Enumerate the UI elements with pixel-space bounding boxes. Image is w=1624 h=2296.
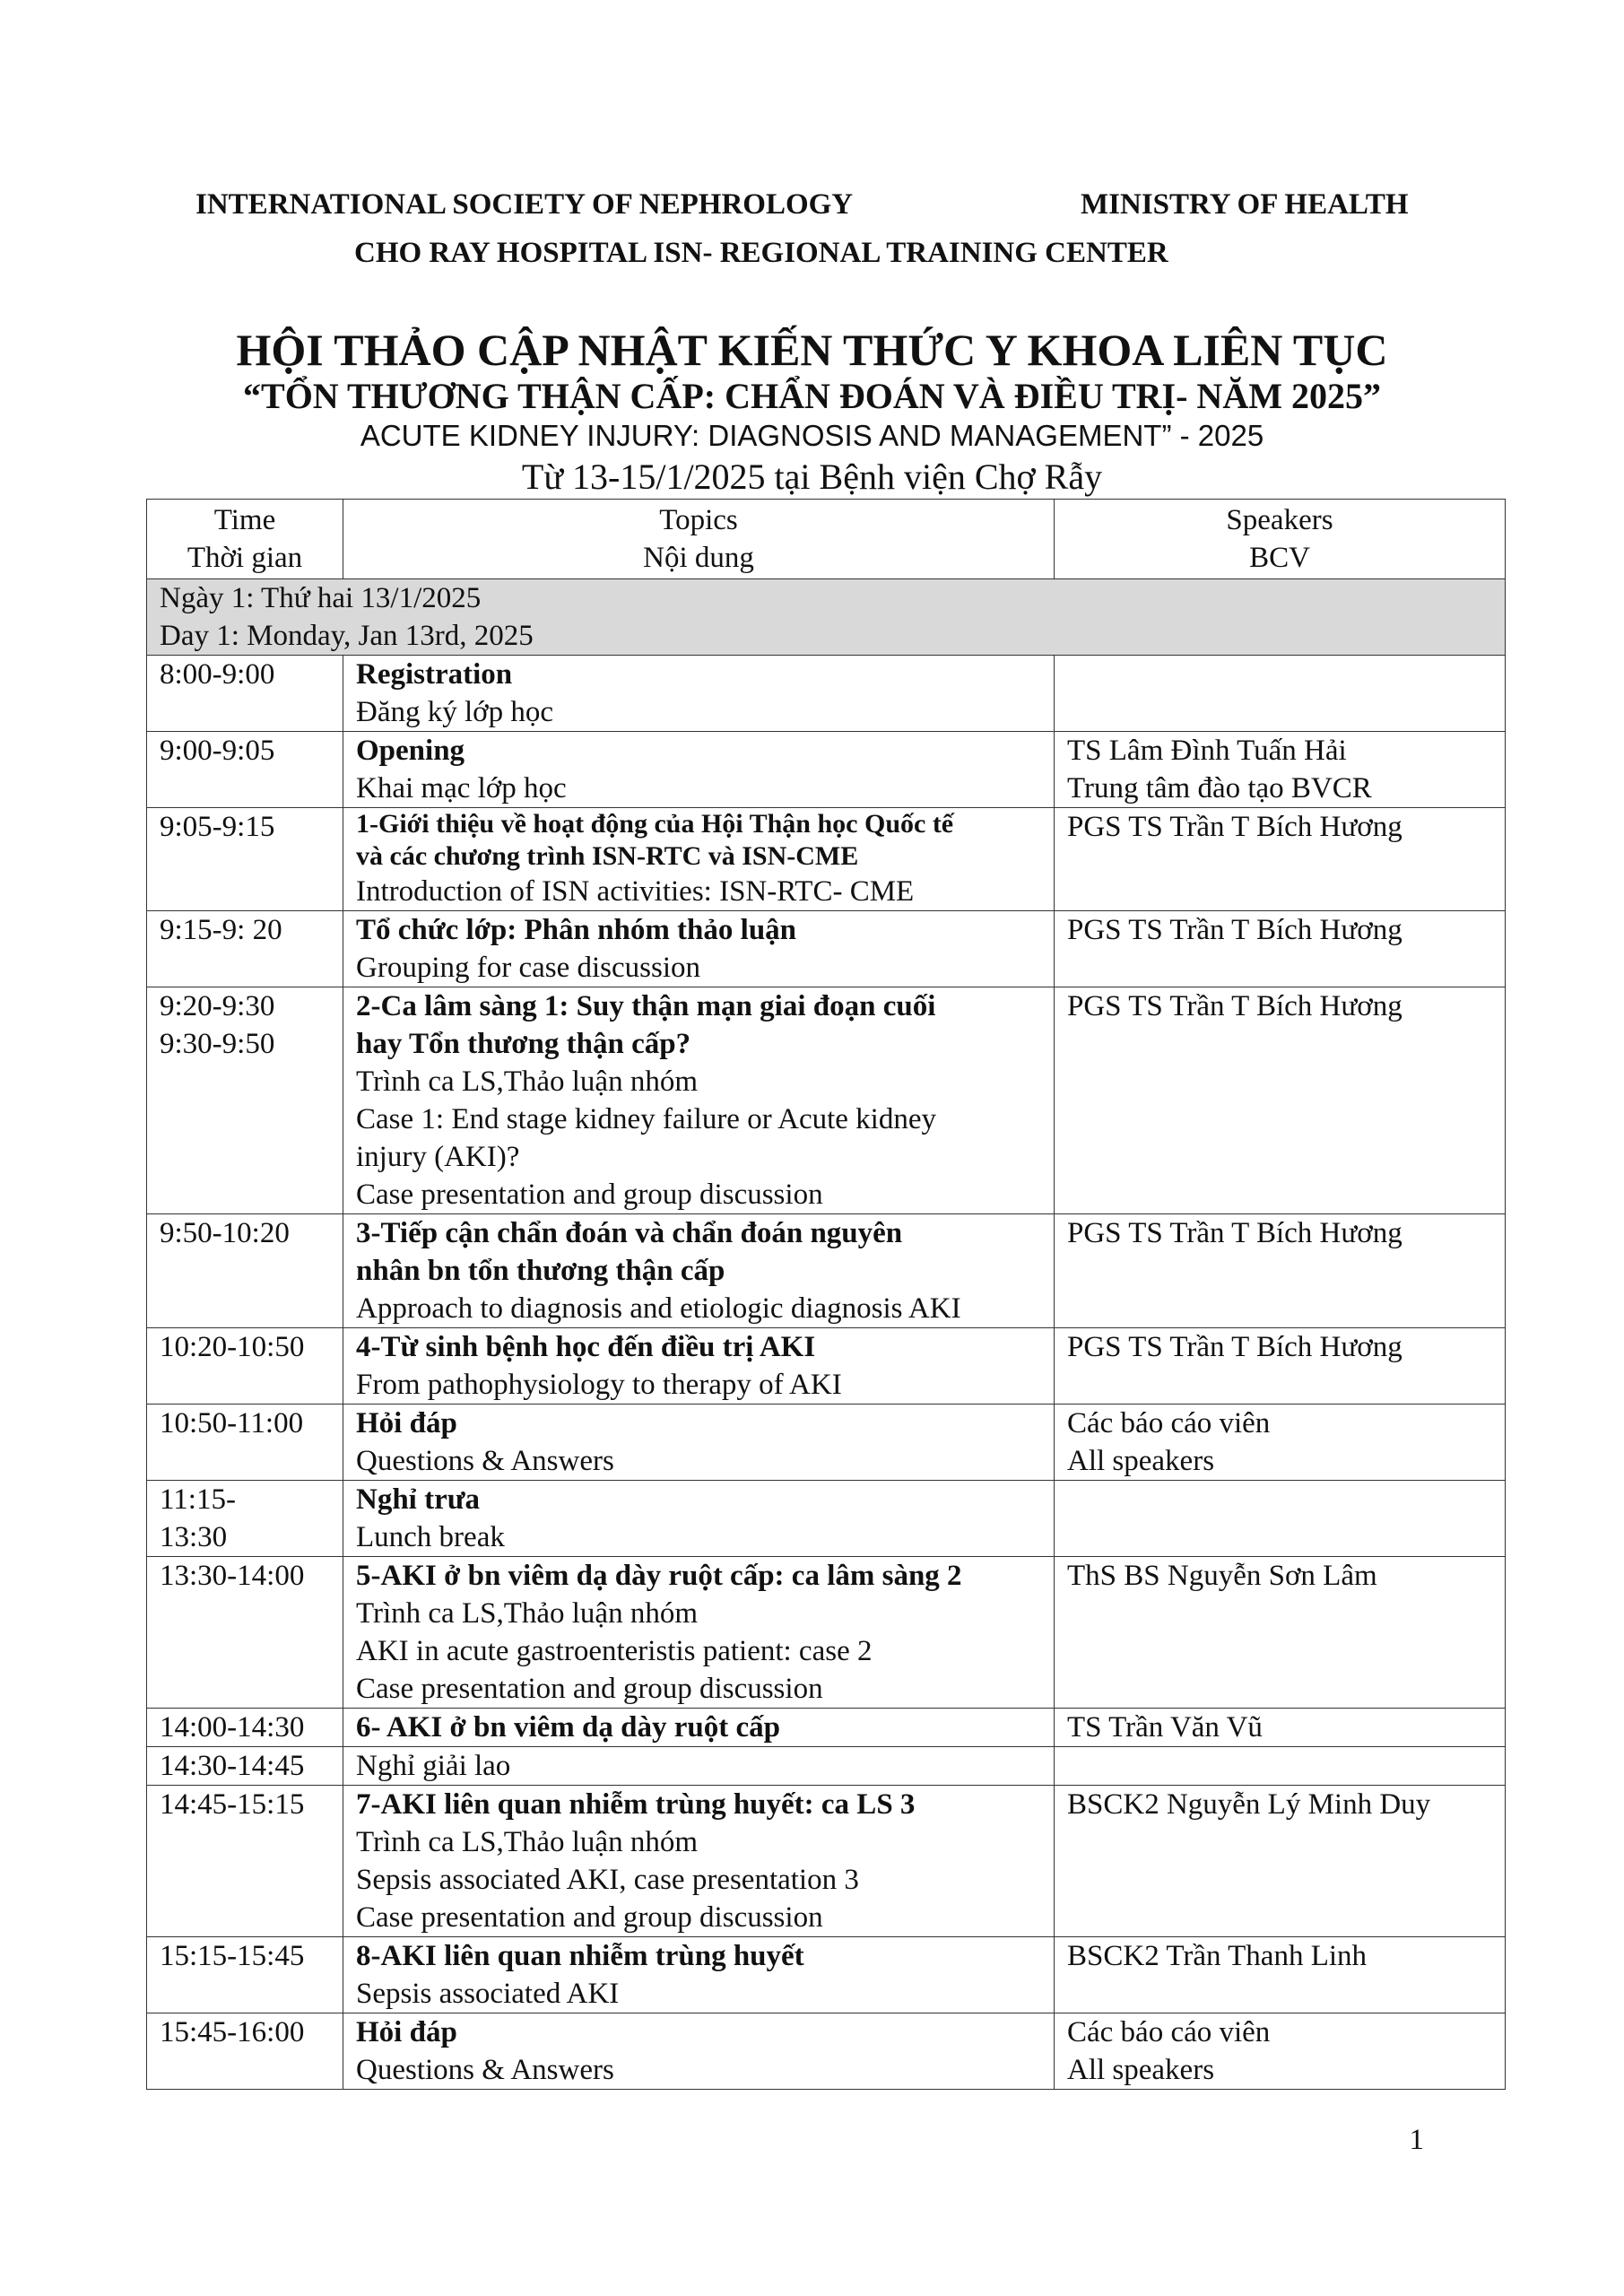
- time-cell: [147, 911, 343, 987]
- header-time-en: Time: [213, 504, 276, 536]
- table-row: [147, 808, 1506, 911]
- table-row: [147, 1214, 1506, 1328]
- speaker-text: PGS TS Trần T Bích Hương: [1067, 990, 1403, 1022]
- time-text: 10:20-10:50: [160, 1331, 305, 1363]
- topic-cell: [343, 656, 1055, 732]
- topic-text: Case presentation and group discussion: [356, 1673, 823, 1705]
- topic-text: Lunch break: [356, 1521, 505, 1553]
- topic-title: hay Tổn thương thận cấp?: [356, 1028, 691, 1060]
- schedule-table: [146, 499, 1506, 2090]
- time-cell: [147, 808, 343, 911]
- topic-text: Trình ca LS,Thảo luận nhóm: [356, 1065, 698, 1098]
- speaker-text: TS Trần Văn Vũ: [1067, 1711, 1263, 1744]
- topic-title: 8-AKI liên quan nhiễm trùng huyết: [356, 1940, 804, 1972]
- speaker-text: TS Lâm Đình Tuấn Hải: [1067, 735, 1347, 767]
- topic-text: Case presentation and group discussion: [356, 1178, 823, 1211]
- topic-cell: [343, 1747, 1055, 1786]
- header-time-vi: Thời gian: [187, 542, 303, 574]
- time-cell: [147, 2013, 343, 2090]
- time-text: 14:30-14:45: [160, 1750, 305, 1782]
- topic-title: 6- AKI ở bn viêm dạ dày ruột cấp: [356, 1711, 780, 1744]
- topic-title: Tổ chức lớp: Phân nhóm thảo luận: [356, 914, 797, 946]
- table-row: [147, 656, 1506, 732]
- title-line2: “TỔN THƯƠNG THẬN CẤP: CHẨN ĐOÁN VÀ ĐIỀU TRỊ- NĂM 2025”: [243, 376, 1381, 416]
- topic-text: Questions & Answers: [356, 2054, 614, 2086]
- time-cell: [147, 1481, 343, 1557]
- speaker-cell: [1055, 732, 1506, 808]
- topic-title: Hỏi đáp: [356, 2016, 457, 2048]
- header-speakers: [1055, 500, 1506, 579]
- topic-title: và các chương trình ISN-RTC và ISN-CME: [356, 841, 859, 871]
- topic-text: Nghỉ giải lao: [356, 1750, 511, 1782]
- topic-cell: [343, 911, 1055, 987]
- table-row: [147, 911, 1506, 987]
- speaker-text: PGS TS Trần T Bích Hương: [1067, 1217, 1403, 1249]
- day-label-en: Day 1: Monday, Jan 13rd, 2025: [160, 620, 534, 652]
- time-text: 15:45-16:00: [160, 2016, 305, 2048]
- time-cell: [147, 1405, 343, 1481]
- speaker-text: All speakers: [1067, 1445, 1215, 1477]
- speaker-cell: [1055, 1405, 1506, 1481]
- topic-cell: [343, 1937, 1055, 2013]
- table-row: [147, 1786, 1506, 1937]
- speaker-cell: [1055, 1937, 1506, 2013]
- topic-text: injury (AKI)?: [356, 1141, 520, 1173]
- speaker-cell: [1055, 1747, 1506, 1786]
- day-row: [147, 579, 1506, 656]
- speaker-text: ThS BS Nguyễn Sơn Lâm: [1067, 1560, 1377, 1592]
- time-cell: [147, 1557, 343, 1709]
- header-speakers-vi: BCV: [1249, 542, 1310, 574]
- table-header-row: [147, 500, 1506, 579]
- time-text: 13:30-14:00: [160, 1560, 305, 1592]
- day-cell: [147, 579, 1506, 656]
- topic-cell: [343, 732, 1055, 808]
- topic-text: Case 1: End stage kidney failure or Acute kidney: [356, 1103, 936, 1135]
- speaker-text: Các báo cáo viên: [1067, 2016, 1271, 2048]
- header-right: MINISTRY OF HEALTH: [1081, 188, 1409, 221]
- time-text: 9:20-9:30: [160, 990, 275, 1022]
- time-text: 14:00-14:30: [160, 1711, 305, 1744]
- topic-title: Nghỉ trưa: [356, 1483, 481, 1516]
- header-speakers-en: Speakers: [1226, 504, 1333, 536]
- topic-title: Registration: [356, 658, 513, 691]
- time-text: 9:00-9:05: [160, 735, 275, 767]
- topic-cell: [343, 1328, 1055, 1405]
- topic-text: Khai mạc lớp học: [356, 772, 567, 804]
- speaker-cell: [1055, 1557, 1506, 1709]
- table-row: [147, 1557, 1506, 1709]
- topic-cell: [343, 1405, 1055, 1481]
- topic-text: Trình ca LS,Thảo luận nhóm: [356, 1826, 698, 1858]
- header-topics: [343, 500, 1055, 579]
- time-text: 9:50-10:20: [160, 1217, 290, 1249]
- table-row: [147, 1709, 1506, 1747]
- speaker-cell: [1055, 808, 1506, 911]
- speaker-text: Các báo cáo viên: [1067, 1407, 1271, 1439]
- speaker-cell: [1055, 656, 1506, 732]
- speaker-text: All speakers: [1067, 2054, 1215, 2086]
- speaker-text: PGS TS Trần T Bích Hương: [1067, 914, 1403, 946]
- table-row: [147, 1481, 1506, 1557]
- topic-title: 5-AKI ở bn viêm dạ dày ruột cấp: ca lâm sàng 2: [356, 1560, 962, 1592]
- speaker-cell: [1055, 1481, 1506, 1557]
- time-text: 9:05-9:15: [160, 811, 275, 843]
- topic-text: From pathophysiology to therapy of AKI: [356, 1369, 842, 1401]
- time-cell: [147, 1937, 343, 2013]
- topic-text: Sepsis associated AKI: [356, 1978, 620, 2010]
- topic-text: Approach to diagnosis and etiologic diagnosis AKI: [356, 1292, 961, 1325]
- time-cell: [147, 1328, 343, 1405]
- topic-title: 3-Tiếp cận chẩn đoán và chẩn đoán nguyên: [356, 1217, 903, 1249]
- time-text: 15:15-15:45: [160, 1940, 305, 1972]
- topic-title: 4-Từ sinh bệnh học đến điều trị AKI: [356, 1331, 816, 1363]
- speaker-text: Trung tâm đào tạo BVCR: [1067, 772, 1372, 804]
- title-line1: HỘI THẢO CẬP NHẬT KIẾN THỨC Y KHOA LIÊN TỤC: [236, 325, 1388, 375]
- time-cell: [147, 1786, 343, 1937]
- topic-title: Hỏi đáp: [356, 1407, 457, 1439]
- topic-title: 1-Giới thiệu về hoạt động của Hội Thận học Quốc tế: [356, 809, 954, 839]
- speaker-cell: [1055, 911, 1506, 987]
- speaker-cell: [1055, 987, 1506, 1214]
- table-row: [147, 987, 1506, 1214]
- time-text: 14:45-15:15: [160, 1788, 305, 1821]
- time-text: 9:15-9: 20: [160, 914, 282, 946]
- speaker-cell: [1055, 1214, 1506, 1328]
- topic-cell: [343, 1709, 1055, 1747]
- topic-text: AKI in acute gastroenteristis patient: case 2: [356, 1635, 873, 1667]
- topic-title: Opening: [356, 735, 465, 767]
- page-number: 1: [1409, 2124, 1424, 2156]
- time-text: 9:30-9:50: [160, 1028, 275, 1060]
- time-cell: [147, 656, 343, 732]
- topic-cell: [343, 2013, 1055, 2090]
- day-label-vi: Ngày 1: Thứ hai 13/1/2025: [160, 582, 482, 614]
- topic-cell: [343, 1214, 1055, 1328]
- topic-text: Trình ca LS,Thảo luận nhóm: [356, 1597, 698, 1630]
- header-topics-en: Topics: [659, 504, 738, 536]
- speaker-cell: [1055, 1786, 1506, 1937]
- table-row: [147, 732, 1506, 808]
- speaker-cell: [1055, 2013, 1506, 2090]
- time-text: 10:50-11:00: [160, 1407, 304, 1439]
- speaker-text: PGS TS Trần T Bích Hương: [1067, 811, 1403, 843]
- header-time: [147, 500, 343, 579]
- topic-cell: [343, 1481, 1055, 1557]
- time-cell: [147, 732, 343, 808]
- table-row: [147, 1328, 1506, 1405]
- speaker-cell: [1055, 1328, 1506, 1405]
- speaker-cell: [1055, 1709, 1506, 1747]
- header-topics-vi: Nội dung: [643, 542, 754, 574]
- topic-text: Introduction of ISN activities: ISN-RTC- CME: [356, 875, 915, 908]
- speaker-text: PGS TS Trần T Bích Hương: [1067, 1331, 1403, 1363]
- header-center: CHO RAY HOSPITAL ISN- REGIONAL TRAINING CENTER: [354, 237, 1168, 269]
- title-line3: ACUTE KIDNEY INJURY: DIAGNOSIS AND MANAGEMENT” - 2025: [360, 419, 1264, 452]
- time-cell: [147, 987, 343, 1214]
- time-text: 11:15-: [160, 1483, 236, 1516]
- time-cell: [147, 1747, 343, 1786]
- table-row: [147, 2013, 1506, 2090]
- topic-text: Sepsis associated AKI, case presentation 3: [356, 1864, 859, 1896]
- topic-text: Đăng ký lớp học: [356, 696, 553, 728]
- table-row: [147, 1937, 1506, 2013]
- speaker-text: BSCK2 Nguyễn Lý Minh Duy: [1067, 1788, 1431, 1821]
- table-row: [147, 1747, 1506, 1786]
- topic-text: Case presentation and group discussion: [356, 1901, 823, 1934]
- topic-cell: [343, 1786, 1055, 1937]
- topic-title: 2-Ca lâm sàng 1: Suy thận mạn giai đoạn cuối: [356, 990, 936, 1022]
- time-text: 8:00-9:00: [160, 658, 275, 691]
- topic-cell: [343, 1557, 1055, 1709]
- time-cell: [147, 1214, 343, 1328]
- header-left: INTERNATIONAL SOCIETY OF NEPHROLOGY: [195, 188, 854, 221]
- topic-cell: [343, 808, 1055, 911]
- time-cell: [147, 1709, 343, 1747]
- topic-text: Grouping for case discussion: [356, 952, 701, 984]
- time-text: 13:30: [160, 1521, 228, 1553]
- title-line4: Từ 13-15/1/2025 tại Bệnh viện Chợ Rẫy: [521, 457, 1103, 497]
- topic-title: nhân bn tổn thương thận cấp: [356, 1255, 725, 1287]
- topic-text: Questions & Answers: [356, 1445, 614, 1477]
- speaker-text: BSCK2 Trần Thanh Linh: [1067, 1940, 1368, 1972]
- topic-title: 7-AKI liên quan nhiễm trùng huyết: ca LS 3: [356, 1788, 916, 1821]
- topic-cell: [343, 987, 1055, 1214]
- table-row: [147, 1405, 1506, 1481]
